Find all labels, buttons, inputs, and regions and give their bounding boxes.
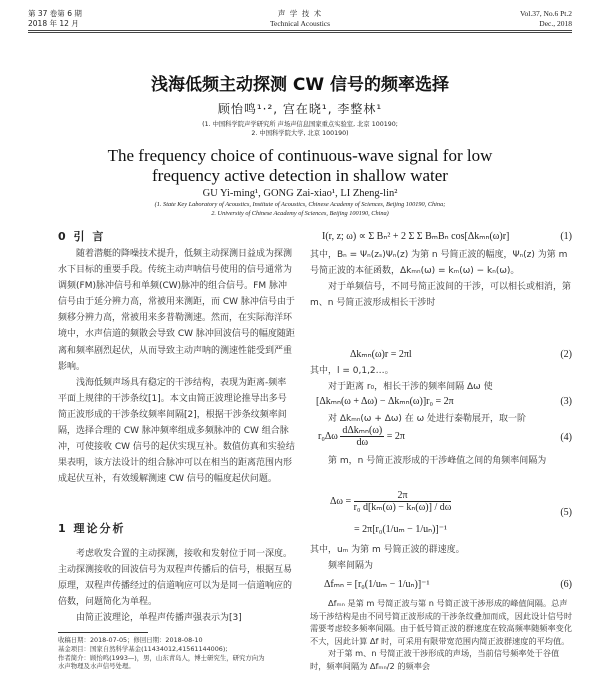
header-vol-en: Vol.37, No.6 Pt.2 (520, 9, 572, 18)
right-text-1 (310, 247, 572, 311)
authors-en: GU Yi-ming¹, GONG Zai-xiao¹, LI Zheng-lin² (202, 188, 398, 199)
right-paragraph-3: 其中，l = 0,1,2…。 (310, 366, 394, 376)
right-paragraph-4: 对于距离 r₀，相长干涉的频率间隔 Δω 使 (328, 382, 493, 393)
equation-4-rhs: = 2π (386, 430, 405, 442)
equation-2: Δkₘₙ(ω)r = 2πl (350, 349, 412, 360)
footnotes (58, 636, 298, 671)
header-rule-thin (28, 32, 572, 33)
equation-4 (318, 425, 405, 448)
affiliation-cn-1: (1. 中国科学院声学研究所 声场声信息国家重点实验室, 北京 100190; (202, 121, 398, 128)
right-text-5 (310, 542, 572, 574)
equation-4-numerator: dΔkₘₙ(ω) (342, 425, 383, 436)
theory-paragraph-2: 由简正波理论，单程声传播声强表示为[3] (76, 613, 242, 624)
equation-4-lhs: r₀Δω (318, 430, 338, 442)
affiliation-en-1: (1. State Key Laboratory of Acoustics, Institute of Acoustics, Chinese Academy of Sciences, Beijing 100190, China; (154, 201, 446, 208)
right-paragraph-5: 对 Δkₘₙ(ω + Δω) 在 ω 处进行泰勒展开，取一阶 (328, 414, 527, 424)
right-text-4 (310, 453, 572, 469)
right-text-6 (310, 597, 572, 673)
footnote-author-cont: 水声物理及水声信号处理。 (58, 662, 135, 671)
theory-text (58, 546, 295, 626)
affiliation-en-2: 2. University of Chinese Academy of Sciences, Beijing 100190, China) (211, 210, 389, 217)
equation-5 (330, 490, 451, 513)
title-en-line-2: frequency active detection in shallow water (152, 166, 448, 185)
equation-1: I(r, z; ω) ∝ Σ Bₙ² + 2 Σ Σ BₘBₙ cos[Δkₘₙ(ω)r] (322, 231, 510, 242)
equation-5-denominator: r₀ d[kₘ(ω) − kₙ(ω)] / dω (353, 502, 452, 513)
equation-5-lhs: Δω = (330, 495, 352, 507)
header-journal-cn: 声 学 技 术 (277, 9, 323, 18)
right-paragraph-2: 对于单频信号，不同号简正波间的干涉，可以相长或相消，第 m、n 号简正波形成相长干涉时 (310, 282, 572, 309)
theory-paragraph-1: 考虑收发合置的主动探测，接收和发射位于同一深度。主动探测接收的回波信号为双程声传播后的信号，根据互易原理，双程声传播经过的信道响应可以为是同一信道响应的倍数，问题简化为单程。 (58, 549, 293, 608)
equation-5-numerator: 2π (354, 490, 452, 502)
header-date: 2018 年 12 月 (28, 19, 79, 28)
title-cn: 浅海低频主动探测 CW 信号的频率选择 (150, 75, 450, 95)
right-paragraph-6: 第 m，n 号简正波形成的干涉峰值之间的角频率间隔为 (328, 456, 547, 466)
header-date-en: Dec., 2018 (539, 19, 572, 28)
intro-paragraph-1: 随着潜艇的降噪技术提升，低频主动探测日益成为探测水下目标的重要手段。传统主动声呐信号使用的信号通常为调频(FM)脉冲信号和单频(CW)脉冲的组合信号。FM 脉冲信号由于延分辨力高，常被用来测距，而 CW 脉冲信号由于频移分辨力高，常被用来多普勒测速。然而，在实际海洋环境中，水声信道的频散会导致 CW 脉冲回波信号的幅度随距离和频率剧烈起伏，从而导致主动声呐的测速性能受到严重影响。 (58, 249, 295, 372)
equation-3-number: (3) (560, 396, 572, 407)
equation-3: [Δkₘₙ(ω + Δω) − Δkₘₙ(ω)]r₀ = 2π (316, 396, 454, 407)
equation-4-denominator: dω (356, 437, 369, 448)
equation-4-fraction (340, 425, 384, 448)
right-paragraph-9: Δfₘₙ 是第 m 号简正波与第 n 号简正波干涉形成的峰值间隔。总声场干涉结构是由不同号简正波形成的干涉条纹叠加而成，因此设计信号时需要考虑较多频率间隔。由于低号简正波的群速度在较高频率随频率变化不大，因此计算 Δf 时，可采用有限带宽范围内简正波群速度的平均值。 (310, 598, 573, 646)
intro-text (58, 246, 295, 487)
footnote-rule (58, 632, 148, 633)
section-0-heading: 0 引 言 (58, 230, 106, 243)
equation-6: Δfₘₙ = [r₀(1/uₘ − 1/uₙ)]⁻¹ (324, 579, 430, 590)
equation-6-number: (6) (560, 579, 572, 590)
footnote-received: 收稿日期：2018-07-05；修回日期：2018-08-10 (58, 636, 203, 644)
section-1-heading: 1 理论分析 (58, 522, 126, 535)
header-rule (28, 30, 572, 31)
footnote-funding: 基金项目：国家自然科学基金(11434012,41561144006); (58, 644, 228, 653)
equation-4-number: (4) (560, 432, 572, 443)
equation-5-line-2: = 2π[r₀(1/uₘ − 1/uₙ)]⁻¹ (354, 524, 448, 535)
right-paragraph-1: 其中，Bₙ = Ψₙ(zₛ)Ψₙ(z) 为第 n 号简正波的幅度，Ψₙ(z) 为第 m 号简正波的本征函数，Δkₘₙ(ω) = kₘ(ω) − kₙ(ω)。 (310, 250, 568, 277)
intro-paragraph-2: 浅海低频声场具有稳定的干涉结构，表现为距离-频率平面上规律的干涉条纹[1]。本文由简正波理论推导出多号简正波形成的干涉条纹频率间隔[2]，根据干涉条纹频率间隔，选择合理的 CW 脉冲频率组成多频脉冲的 CW 组合脉冲，可使接收 CW 信号的起伏实现互补。数值仿真和实验结果表明，该方法设计的组合脉冲可以在相当的距离范围内形成起伏互补，有效缓解测速 CW 信号的幅度起伏问题。 (58, 377, 295, 485)
affiliation-cn-2: 2. 中国科学院大学, 北京 100190) (251, 130, 349, 137)
right-paragraph-7: 其中，uₘ 为第 m 号简正波的群速度。 (310, 545, 465, 555)
authors-cn: 顾怡鸣¹·², 宫在晓¹, 李整林¹ (217, 102, 383, 116)
equation-5-number: (5) (560, 507, 572, 518)
equation-5-fraction (354, 490, 452, 513)
footnote-author: 作者简介：顾怡鸣(1993—)，男，山东青岛人，博士研究生，研究方向为 (58, 653, 265, 662)
equation-1-number: (1) (560, 231, 572, 242)
header-journal-en: Technical Acoustics (269, 19, 331, 28)
right-text-2 (310, 363, 572, 395)
right-paragraph-10: 对于第 m、n 号简正波干涉形成的声场，当前信号频率处于谷值时，频率间隔为 Δfₘₙ/2 的频率会 (310, 648, 560, 671)
right-paragraph-8: 频率间隔为 (328, 561, 374, 572)
title-en-line-1: The frequency choice of continuous-wave signal for low (107, 146, 493, 165)
equation-2-number: (2) (560, 349, 572, 360)
header-volume: 第 37 卷第 6 期 (28, 9, 82, 18)
